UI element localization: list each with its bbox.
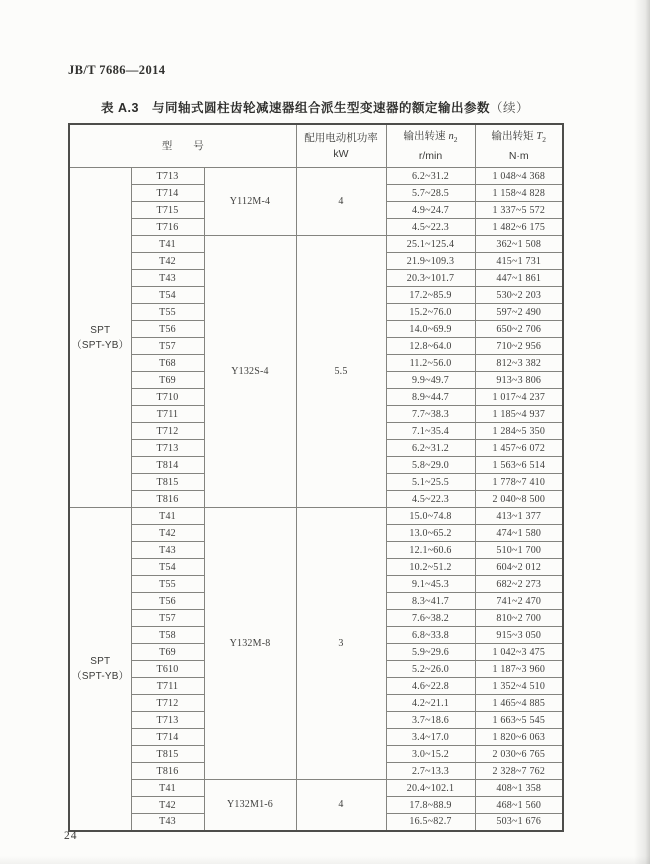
torque-cell: 2 030~6 765 — [475, 746, 563, 763]
model-cell: T42 — [131, 525, 204, 542]
torque-cell: 1 017~4 237 — [475, 389, 563, 406]
model-cell: T711 — [131, 406, 204, 423]
speed-title-text: 输出转速 — [403, 129, 449, 142]
speed-cell: 4.6~22.8 — [386, 678, 475, 695]
model-cell: T54 — [131, 287, 204, 304]
model-cell: T56 — [131, 593, 204, 610]
torque-cell: 362~1 508 — [475, 236, 563, 253]
torque-cell: 1 337~5 572 — [475, 202, 563, 219]
power-cell: 4 — [296, 780, 386, 831]
scan-edge-bottom — [0, 856, 650, 864]
col-header-torque-title — [476, 128, 563, 148]
speed-cell: 10.2~51.2 — [386, 559, 475, 576]
model-cell: T57 — [131, 338, 204, 355]
speed-cell: 5.7~28.5 — [386, 185, 475, 202]
torque-symbol: T — [536, 130, 543, 142]
col-header-speed-unit: r/min — [418, 150, 443, 163]
torque-cell: 650~2 706 — [475, 321, 563, 338]
speed-cell: 2.7~13.3 — [386, 763, 475, 780]
torque-cell: 1 042~3 475 — [475, 644, 563, 661]
col-header-power-unit: kW — [333, 148, 349, 160]
speed-symbol: n — [448, 130, 454, 142]
page-number: 24 — [64, 830, 78, 842]
torque-cell: 1 158~4 828 — [475, 185, 563, 202]
torque-cell: 913~3 806 — [475, 372, 563, 389]
model-cell: T55 — [131, 304, 204, 321]
torque-cell: 447~1 861 — [475, 270, 563, 287]
model-cell: T68 — [131, 355, 204, 372]
speed-cell: 7.1~35.4 — [386, 423, 475, 440]
torque-title-text: 输出转矩 — [491, 129, 537, 142]
model-cell: T42 — [131, 253, 204, 270]
torque-cell: 810~2 700 — [475, 610, 563, 627]
col-header-torque — [475, 124, 563, 168]
table-title — [68, 98, 562, 116]
torque-cell: 413~1 377 — [475, 508, 563, 525]
torque-cell: 1 563~6 514 — [475, 457, 563, 474]
motor-cell: Y112M-4 — [204, 168, 296, 236]
model-cell: T57 — [131, 610, 204, 627]
torque-cell: 1 352~4 510 — [475, 678, 563, 695]
spec-table — [68, 123, 564, 832]
speed-cell: 17.2~85.9 — [386, 287, 475, 304]
speed-cell: 5.2~26.0 — [386, 661, 475, 678]
model-cell: T816 — [131, 491, 204, 508]
speed-cell: 7.7~38.3 — [386, 406, 475, 423]
model-cell: T69 — [131, 372, 204, 389]
torque-cell: 510~1 700 — [475, 542, 563, 559]
torque-cell: 1 482~6 175 — [475, 219, 563, 236]
speed-cell: 15.0~74.8 — [386, 508, 475, 525]
col-header-speed — [386, 124, 475, 168]
table-row — [69, 236, 563, 253]
torque-cell: 812~3 382 — [475, 355, 563, 372]
model-cell: T58 — [131, 627, 204, 644]
model-cell: T56 — [131, 321, 204, 338]
torque-cell: 530~2 203 — [475, 287, 563, 304]
speed-cell: 7.6~38.2 — [386, 610, 475, 627]
series-label-line2: （SPT-YB） — [71, 670, 129, 682]
model-cell: T714 — [131, 185, 204, 202]
speed-cell: 13.0~65.2 — [386, 525, 475, 542]
col-header-torque-unit: N·m — [508, 150, 529, 163]
model-cell: T41 — [131, 236, 204, 253]
speed-cell: 11.2~56.0 — [386, 355, 475, 372]
speed-cell: 3.0~15.2 — [386, 746, 475, 763]
motor-cell: Y132M1-6 — [204, 780, 296, 831]
speed-cell: 17.8~88.9 — [386, 797, 475, 814]
series-label-line2: （SPT-YB） — [71, 339, 129, 351]
speed-cell: 8.9~44.7 — [386, 389, 475, 406]
torque-cell: 468~1 560 — [475, 797, 563, 814]
model-cell: T43 — [131, 542, 204, 559]
speed-cell: 21.9~109.3 — [386, 253, 475, 270]
model-cell: T42 — [131, 797, 204, 814]
power-cell: 4 — [296, 168, 386, 236]
model-cell: T715 — [131, 202, 204, 219]
col-header-power-title: 配用电动机功率 — [304, 132, 378, 144]
speed-cell: 12.8~64.0 — [386, 338, 475, 355]
torque-cell: 915~3 050 — [475, 627, 563, 644]
speed-cell: 14.0~69.9 — [386, 321, 475, 338]
spec-table-header — [69, 124, 563, 168]
spec-table-body — [69, 168, 563, 831]
table-title-continued: （续） — [489, 101, 529, 115]
table-row — [69, 168, 563, 185]
model-cell: T712 — [131, 423, 204, 440]
torque-cell: 604~2 012 — [475, 559, 563, 576]
model-cell: T43 — [131, 270, 204, 287]
torque-cell: 710~2 956 — [475, 338, 563, 355]
torque-cell: 1 663~5 545 — [475, 712, 563, 729]
speed-cell: 20.3~101.7 — [386, 270, 475, 287]
speed-cell: 6.2~31.2 — [386, 440, 475, 457]
torque-cell: 682~2 273 — [475, 576, 563, 593]
model-cell: T713 — [131, 168, 204, 185]
model-cell: T41 — [131, 780, 204, 797]
table-title-label: 表 A.3 — [101, 101, 139, 115]
speed-cell: 4.5~22.3 — [386, 219, 475, 236]
model-cell: T714 — [131, 729, 204, 746]
torque-cell: 2 328~7 762 — [475, 763, 563, 780]
torque-cell: 1 048~4 368 — [475, 168, 563, 185]
series-label-cell — [69, 168, 131, 508]
speed-cell: 5.9~29.6 — [386, 644, 475, 661]
table-row — [69, 508, 563, 525]
model-cell: T69 — [131, 644, 204, 661]
speed-cell: 20.4~102.1 — [386, 780, 475, 797]
speed-subscript: 2 — [453, 135, 458, 145]
speed-cell: 9.9~49.7 — [386, 372, 475, 389]
speed-cell: 4.9~24.7 — [386, 202, 475, 219]
model-cell: T816 — [131, 763, 204, 780]
speed-cell: 16.5~82.7 — [386, 814, 475, 831]
col-header-model — [69, 124, 296, 168]
model-cell: T712 — [131, 695, 204, 712]
motor-cell: Y132M-8 — [204, 508, 296, 780]
torque-subscript: 2 — [542, 135, 546, 145]
motor-cell: Y132S-4 — [204, 236, 296, 508]
col-header-model-label: 型 号 — [161, 140, 204, 152]
model-cell: T716 — [131, 219, 204, 236]
scan-edge-right — [634, 0, 650, 864]
torque-cell: 741~2 470 — [475, 593, 563, 610]
torque-cell: 2 040~8 500 — [475, 491, 563, 508]
speed-cell: 3.7~18.6 — [386, 712, 475, 729]
series-label-line1: SPT — [90, 324, 111, 336]
torque-cell: 1 187~3 960 — [475, 661, 563, 678]
torque-cell: 474~1 580 — [475, 525, 563, 542]
model-cell: T711 — [131, 678, 204, 695]
model-cell: T713 — [131, 712, 204, 729]
speed-cell: 9.1~45.3 — [386, 576, 475, 593]
torque-cell: 1 820~6 063 — [475, 729, 563, 746]
col-header-speed-title — [387, 128, 475, 148]
model-cell: T713 — [131, 440, 204, 457]
series-label-cell — [69, 508, 131, 831]
speed-cell: 15.2~76.0 — [386, 304, 475, 321]
doc-number: JB/T 7686—2014 — [68, 63, 166, 77]
torque-cell: 503~1 676 — [475, 814, 563, 831]
speed-cell: 6.8~33.8 — [386, 627, 475, 644]
power-cell: 3 — [296, 508, 386, 780]
speed-cell: 8.3~41.7 — [386, 593, 475, 610]
speed-cell: 4.2~21.1 — [386, 695, 475, 712]
torque-cell: 415~1 731 — [475, 253, 563, 270]
model-cell: T55 — [131, 576, 204, 593]
speed-cell: 3.4~17.0 — [386, 729, 475, 746]
torque-cell: 1 185~4 937 — [475, 406, 563, 423]
series-label-line1: SPT — [90, 655, 111, 667]
model-cell: T815 — [131, 474, 204, 491]
power-cell: 5.5 — [296, 236, 386, 508]
torque-cell: 1 284~5 350 — [475, 423, 563, 440]
col-header-power — [296, 124, 386, 168]
model-cell: T54 — [131, 559, 204, 576]
torque-cell: 408~1 358 — [475, 780, 563, 797]
speed-cell: 12.1~60.6 — [386, 542, 475, 559]
table-row — [69, 780, 563, 797]
speed-cell: 6.2~31.2 — [386, 168, 475, 185]
speed-cell: 5.8~29.0 — [386, 457, 475, 474]
model-cell: T41 — [131, 508, 204, 525]
model-cell: T814 — [131, 457, 204, 474]
torque-cell: 1 778~7 410 — [475, 474, 563, 491]
speed-cell: 4.5~22.3 — [386, 491, 475, 508]
model-cell: T610 — [131, 661, 204, 678]
model-cell: T43 — [131, 814, 204, 831]
torque-cell: 597~2 490 — [475, 304, 563, 321]
torque-cell: 1 465~4 885 — [475, 695, 563, 712]
torque-cell: 1 457~6 072 — [475, 440, 563, 457]
speed-cell: 5.1~25.5 — [386, 474, 475, 491]
speed-cell: 25.1~125.4 — [386, 236, 475, 253]
model-cell: T815 — [131, 746, 204, 763]
model-cell: T710 — [131, 389, 204, 406]
table-title-text: 与同轴式圆柱齿轮减速器组合派生型变速器的额定输出参数 — [151, 101, 490, 115]
header-row — [69, 124, 563, 168]
